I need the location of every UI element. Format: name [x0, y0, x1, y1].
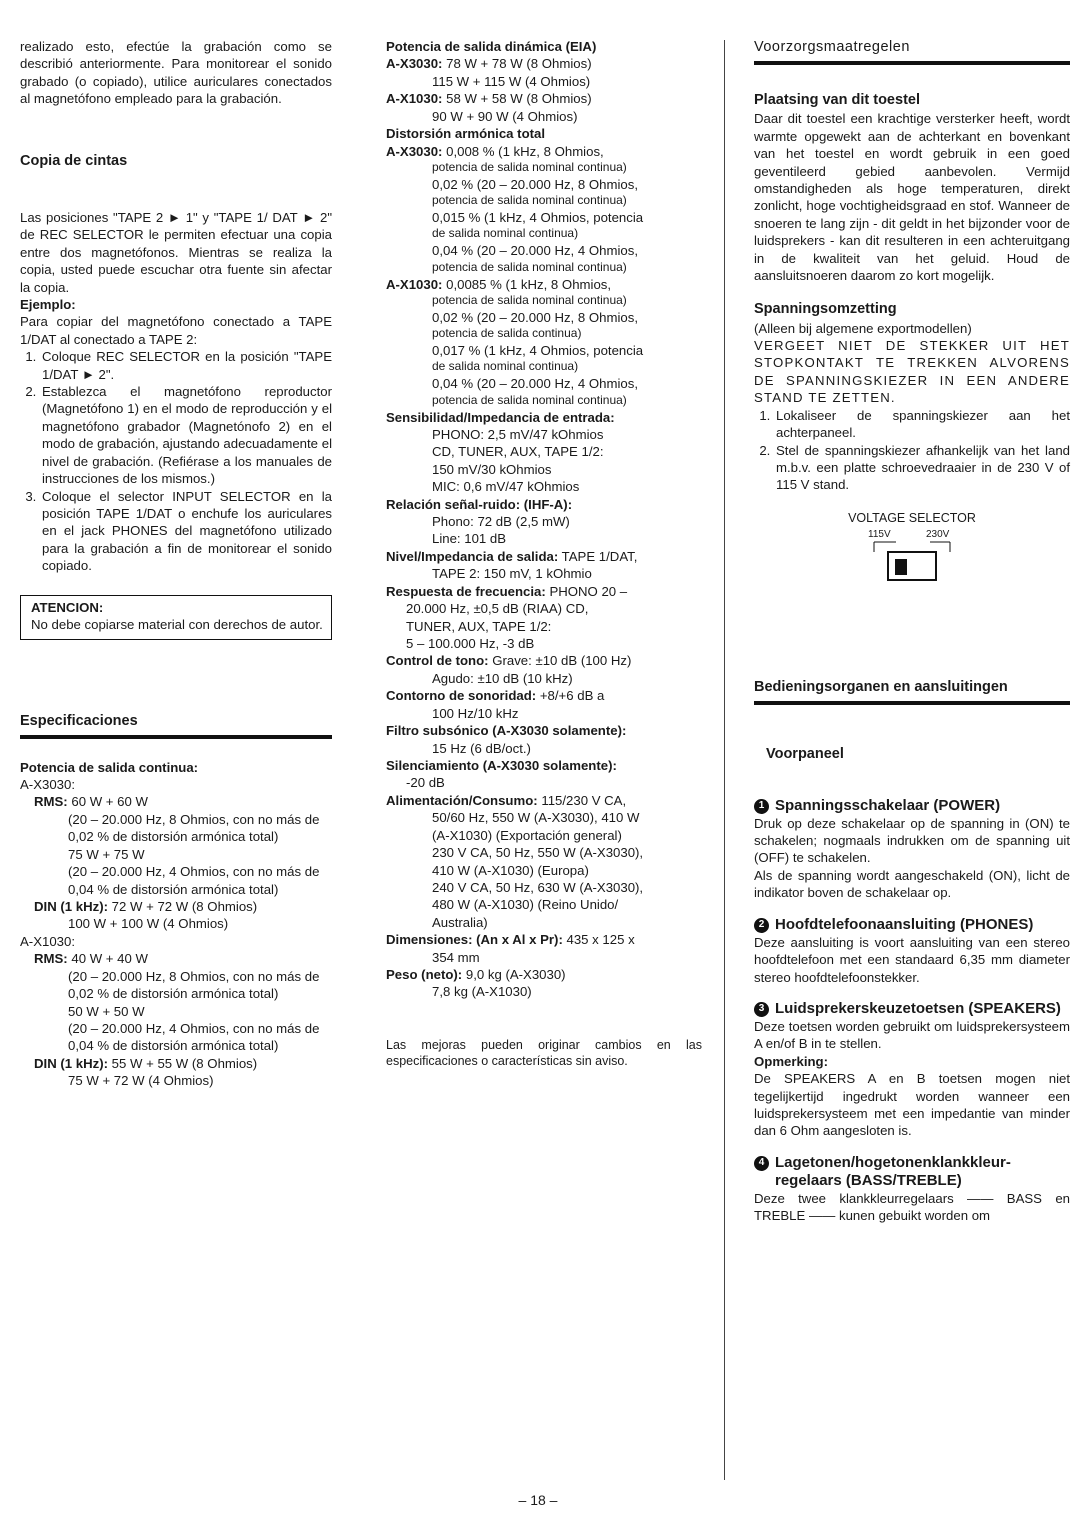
spec-line	[386, 478, 702, 495]
spec-line-text: Line: 101 dB	[432, 531, 507, 547]
spec-line	[20, 811, 332, 846]
column-right	[754, 38, 1070, 1225]
voorzorg-title: Voorzorgsmaatregelen	[754, 39, 910, 55]
spec-line-label: Contorno de sonoridad:	[386, 688, 537, 704]
spec-line	[386, 722, 702, 739]
spec-line-text: 0,02 % (20 – 20.000 Hz, 8 Ohmios,	[432, 309, 638, 325]
spec-line-label: A-X3030:	[386, 143, 443, 159]
spec-header	[20, 712, 332, 739]
spec-list-left	[20, 759, 332, 1090]
spec-line	[386, 792, 702, 809]
spec-line	[386, 309, 702, 326]
spec-line-text: Grave: ±10 dB (100 Hz)	[488, 653, 632, 669]
item-text-2: De SPEAKERS A en B toetsen mogen niet tegelijkertijd ingedrukt worden wanneer een luidsprekersysteem met een impedantie van minder dan 6 Ohm aangesloten is.	[754, 1071, 1070, 1139]
item-heading	[754, 797, 1070, 815]
spec-line	[386, 496, 702, 513]
spec-line-text: 435 x 125 x	[562, 932, 635, 948]
spec-line-text: Agudo: ±10 dB (10 kHz)	[432, 670, 573, 686]
mejoras-note: Las mejoras pueden originar cambios en las especificaciones o características sin aviso.	[386, 1037, 702, 1069]
spec-line-text: 50 W + 50 W	[68, 1003, 145, 1019]
spec-line-text: 115 W + 115 W (4 Ohmios)	[432, 73, 591, 89]
spec-line	[386, 914, 702, 931]
spec-line-text: Distorsión armónica total	[386, 126, 546, 142]
spanning-warning: VERGEET NIET DE STEKKER UIT HET STOPKONTAKT TE TREKKEN ALVORENS DE SPANNINGSKIEZER IN EEN ANDERE STAND TE ZETTEN.	[754, 338, 1070, 406]
spec-line	[386, 38, 702, 55]
spec-line-text: de salida nominal continua)	[432, 226, 579, 241]
spec-line-text: potencia de salida nominal continua)	[432, 259, 627, 274]
bedien-rule	[754, 701, 1070, 705]
spec-line	[20, 1020, 332, 1055]
spec-line-label: RMS:	[34, 951, 68, 967]
spec-line-text: A-X3030:	[20, 777, 75, 793]
page-number: – 18 –	[518, 1492, 558, 1508]
spec-line-label: Control de tono:	[386, 653, 489, 669]
spec-list-middle	[386, 38, 702, 1001]
spec-line	[386, 226, 702, 242]
spec-line	[20, 1072, 332, 1089]
spec-line	[386, 966, 702, 983]
list-item: 3. Coloque el selector INPUT SELECTOR en la posición TAPE 1/DAT o enchufe los auriculares en el jack PHONES del magnetófono utilizado para la grabación a fin de monitorear el sonido copiado.	[40, 488, 332, 575]
voorzorg-rule	[754, 61, 1070, 65]
spec-line	[386, 409, 702, 426]
atencion-title: ATENCION:	[31, 599, 104, 615]
spec-line	[386, 359, 702, 375]
spec-line	[386, 565, 702, 582]
spec-line-text: Relación señal-ruido: (IHF-A):	[386, 496, 573, 512]
spec-line-label: Peso (neto):	[386, 967, 463, 983]
spec-line-text: 0,008 % (1 kHz, 8 Ohmios,	[442, 143, 604, 159]
spec-line-text: Australia)	[432, 914, 488, 930]
spec-line-text: PHONO 20 –	[545, 583, 628, 599]
atencion-box	[20, 595, 332, 640]
spec-line-label: Alimentación/Consumo:	[386, 792, 538, 808]
item-title: Luidsprekerskeuzetoetsen (SPEAKERS)	[775, 999, 1061, 1017]
spec-line	[20, 898, 332, 915]
spec-line-text: Sensibilidad/Impedancia de entrada:	[386, 409, 615, 425]
item-text: Deze aansluiting is voort aansluiting van een stereo hoofdtelefoon met een standaard 6,35 mm diameter stereo hoofdtelefoonstekker.	[754, 934, 1070, 985]
spec-line-text: 15 Hz (6 dB/oct.)	[432, 740, 531, 756]
spec-line-text: 115/230 V CA,	[537, 792, 627, 808]
ejemplo-label: Ejemplo:	[20, 296, 76, 312]
item-title: Lagetonen/hogetonenklankkleur-regelaars (BASS/TREBLE)	[775, 1153, 1011, 1189]
spec-line	[386, 513, 702, 530]
number-badge-icon: 1	[754, 799, 769, 814]
number-badge-icon: 2	[754, 918, 769, 933]
spec-line-label: Filtro subsónico (A-X3030 solamente):	[386, 723, 627, 739]
spec-line	[20, 915, 332, 932]
spec-line	[386, 618, 702, 635]
column-divider	[724, 40, 725, 1480]
spec-line	[20, 863, 332, 898]
spec-line	[386, 705, 702, 722]
spec-line-text: 0,0085 % (1 kHz, 8 Ohmios,	[442, 276, 612, 292]
plaatsing-title: Plaatsing van dit toestel	[754, 92, 920, 109]
spec-rule	[20, 735, 332, 739]
item-heading	[754, 916, 1070, 934]
spec-line-text: Phono: 72 dB (2,5 mW)	[432, 514, 570, 530]
spec-line-text: 0,04 % (20 – 20.000 Hz, 4 Ohmios,	[432, 243, 638, 259]
spec-line	[386, 375, 702, 392]
spec-line-text: 354 mm	[432, 949, 480, 965]
item-text: Druk op deze schakelaar op de spanning in (ON) te schakelen; nogmaals indrukken om de spanning uit (OFF) te schakelen.	[754, 815, 1070, 866]
spec-line-text: 410 W (A-X1030) (Europa)	[432, 862, 589, 878]
spec-line-text: 5 – 100.000 Hz, -3 dB	[406, 636, 535, 652]
spec-line	[20, 1003, 332, 1020]
spec-line-text: 75 W + 72 W (4 Ohmios)	[68, 1073, 214, 1089]
spec-line	[386, 276, 702, 293]
spec-line	[386, 548, 702, 565]
spec-line	[386, 393, 702, 409]
item-heading	[754, 1154, 1070, 1190]
spec-line-label: Nivel/Impedancia de salida:	[386, 548, 559, 564]
item-phones	[754, 916, 1070, 986]
spec-line	[386, 125, 702, 142]
atencion-text: No debe copiarse material con derechos de autor.	[31, 617, 323, 633]
spec-line-text: 100 Hz/10 kHz	[432, 705, 519, 721]
spec-line	[20, 793, 332, 810]
spec-line-text: MIC: 0,6 mV/47 kOhmios	[432, 479, 580, 495]
spec-line-text: 72 W + 72 W (8 Ohmios)	[108, 899, 258, 915]
spec-line-label: Respuesta de frecuencia:	[386, 583, 546, 599]
spec-line	[386, 809, 702, 826]
spec-line	[386, 443, 702, 460]
column-middle	[386, 38, 702, 1070]
spec-line-label: A-X3030:	[386, 56, 443, 72]
spec-line-text: potencia de salida nominal continua)	[432, 392, 627, 407]
spec-line-text: de salida nominal continua)	[432, 359, 579, 374]
voorpaneel-title: Voorpaneel	[766, 746, 844, 763]
spec-line	[386, 461, 702, 478]
voltage-selector-figure	[858, 526, 966, 586]
voltage-selector-label: VOLTAGE SELECTOR	[848, 510, 976, 525]
spec-line	[386, 176, 702, 193]
spec-line-text: A-X1030:	[20, 933, 75, 949]
spec-line	[386, 687, 702, 704]
bedien-header	[754, 678, 1070, 705]
column-left	[20, 38, 332, 1090]
spec-line	[386, 108, 702, 125]
spec-line-text: +8/+6 dB a	[536, 688, 605, 704]
spec-line-text: CD, TUNER, AUX, TAPE 1/2:	[432, 444, 604, 460]
spec-line	[20, 933, 332, 950]
item-speakers	[754, 1000, 1070, 1140]
spec-line	[20, 968, 332, 1003]
spec-line-text: TUNER, AUX, TAPE 1/2:	[406, 618, 552, 634]
spec-line-text: TAPE 1/DAT,	[558, 548, 638, 564]
spec-line-text: 480 W (A-X1030) (Reino Unido/	[432, 897, 619, 913]
item-heading	[754, 1000, 1070, 1018]
opmerking-label: Opmerking:	[754, 1053, 829, 1069]
spec-line-text: 0,015 % (1 kHz, 4 Ohmios, potencia	[432, 210, 644, 226]
spec-line	[386, 242, 702, 259]
spanning-steps	[754, 407, 1070, 494]
spec-line-text: 240 V CA, 50 Hz, 630 W (A-X3030),	[432, 879, 644, 895]
spec-line-text: potencia de salida nominal continua)	[432, 292, 627, 307]
spec-line	[20, 1055, 332, 1072]
number-badge-icon: 4	[754, 1156, 769, 1171]
spec-line	[386, 652, 702, 669]
spec-line	[386, 160, 702, 176]
spec-line	[386, 530, 702, 547]
vs-115-label: 115V	[868, 529, 891, 541]
spec-line-text: 75 W + 75 W	[68, 846, 145, 862]
spec-line	[386, 73, 702, 90]
spec-line-text: potencia de salida continua)	[432, 326, 582, 341]
spec-line	[20, 776, 332, 793]
spec-line	[386, 209, 702, 226]
spec-line	[386, 983, 702, 1000]
spec-line	[386, 827, 702, 844]
spec-line-text: 60 W + 60 W	[67, 794, 148, 810]
item-power	[754, 797, 1070, 902]
spec-line	[386, 55, 702, 72]
intro-paragraph: realizado esto, efectúe la grabación como se describió anteriormente. Para monitorear el sonido grabado (o copiado), utilice auriculares conectados al magnetófono empleado para la grabación.	[20, 39, 332, 107]
item-title: Hoofdtelefoonaansluiting (PHONES)	[775, 915, 1034, 933]
plaatsing-paragraph: Daar dit toestel een krachtige versterker heeft, wordt warmte opgewekt aan de achterkant en bovenkant van het toestel en wordt gebruik in een goed geventileerd gebied aanbevolen. Vermijd omstandigheden als hoge temperaturen, direkt zonlicht, hoge vochtigheidsgraad en stof. Wanneer de snoeren te lang zijn - dit geldt in het bijzonder voor de luidsprekers - kan dit resulteren in een achteruitgang in de kwaliteit van het geluid. Houd de aansluitsnoeren daarom zo kort mogelijk.	[754, 111, 1070, 284]
spec-line-text: 0,04 % (20 – 20.000 Hz, 4 Ohmios,	[432, 376, 638, 392]
spec-line	[386, 326, 702, 342]
spec-line-text: 9,0 kg (A-X3030)	[462, 967, 566, 983]
spec-line-text: 150 mV/30 kOhmios	[432, 461, 552, 477]
number-badge-icon: 3	[754, 1002, 769, 1017]
spec-line	[386, 193, 702, 209]
spec-line-label: DIN (1 kHz):	[34, 1055, 108, 1071]
ejemplo-paragraph: Para copiar del magnetófono conectado a TAPE 1/DAT al conectado a TAPE 2:	[20, 314, 332, 347]
spec-line	[20, 950, 332, 967]
list-item: 1. Lokaliseer de spanningskiezer aan het achterpaneel.	[774, 407, 1070, 442]
spec-line-text: 20.000 Hz, ±0,5 dB (RIAA) CD,	[406, 601, 589, 617]
spec-line-label: A-X1030:	[386, 91, 443, 107]
copia-steps	[20, 348, 332, 574]
list-item: 2. Establezca el magnetófono reproductor (Magnetófono 1) en el modo de reproducción y el magnetófono grabador (Magnetónofo 2) en el modo de grabación, ajustando adecuadamente el nivel de grabación. (Refiérase a los manuales de instrucciones de los mismos.)	[40, 383, 332, 488]
spec-line-text: (A-X1030) (Exportación general)	[432, 827, 622, 843]
spec-line-text: (20 – 20.000 Hz, 4 Ohmios, con no más de 0,04 % de distorsión armónica total)	[68, 864, 320, 897]
spec-line-text: (20 – 20.000 Hz, 8 Ohmios, con no más de 0,02 % de distorsión armónica total)	[68, 811, 320, 845]
item-text-2: Als de spanning wordt aangeschakeld (ON), licht de indikator boven de schakelaar op.	[754, 867, 1070, 901]
item-text: Deze twee klankkleurregelaars —— BASS en TREBLE —— kunen gebuikt worden om	[754, 1190, 1070, 1224]
spec-line	[386, 635, 702, 652]
spec-line	[386, 670, 702, 687]
voorzorg-header	[754, 38, 1070, 65]
item-bass-treble	[754, 1154, 1070, 1225]
spec-line-text: 100 W + 100 W (4 Ohmios)	[68, 916, 229, 932]
spec-line	[386, 949, 702, 966]
spec-line-text: 0,02 % (20 – 20.000 Hz, 8 Ohmios,	[432, 176, 638, 192]
spec-line	[386, 583, 702, 600]
spec-line	[386, 143, 702, 160]
spanning-subtitle: (Alleen bij algemene exportmodellen)	[754, 320, 972, 336]
spec-line	[20, 846, 332, 863]
spec-line	[386, 740, 702, 757]
spec-line-text: (20 – 20.000 Hz, 4 Ohmios, con no más de 0,04 % de distorsión armónica total)	[68, 1020, 320, 1054]
spec-line-text: 230 V CA, 50 Hz, 550 W (A-X3030),	[432, 845, 644, 861]
spec-line	[386, 931, 702, 948]
spec-line-text: 90 W + 90 W (4 Ohmios)	[432, 108, 578, 124]
spec-title: Especificaciones	[20, 712, 138, 729]
voltage-selector-diagram	[754, 510, 1070, 587]
spec-line-text: 55 W + 55 W (8 Ohmios)	[108, 1055, 258, 1071]
vs-230-label: 230V	[926, 529, 950, 541]
spanning-title: Spanningsomzetting	[754, 301, 897, 318]
spec-line	[386, 90, 702, 107]
spec-line-text: 58 W + 58 W (8 Ohmios)	[442, 91, 592, 107]
spec-line	[386, 896, 702, 913]
spec-line-text: 0,017 % (1 kHz, 4 Ohmios, potencia	[432, 343, 644, 359]
spec-line	[386, 774, 702, 791]
spec-line-text: PHONO: 2,5 mV/47 kOhmios	[432, 426, 604, 442]
spec-line	[386, 862, 702, 879]
spec-line-label: DIN (1 kHz):	[34, 899, 108, 915]
spec-line-label: RMS:	[34, 794, 68, 810]
spec-line	[386, 879, 702, 896]
spec-line	[386, 293, 702, 309]
bedien-title: Bedieningsorganen en aansluitingen	[754, 679, 1008, 696]
copia-paragraph: Las posiciones "TAPE 2 ► 1" y "TAPE 1/ DAT ► 2" de REC SELECTOR le permiten efectuar una copia entre dos magnetófonos. Mientras se realiza la copia, usted puede escuchar otra fuente sin afectar la copia.	[20, 209, 332, 295]
spec-line	[386, 426, 702, 443]
spec-line-text: Potencia de salida continua:	[20, 759, 199, 775]
spec-line	[20, 759, 332, 776]
spec-line-text: TAPE 2: 150 mV, 1 kOhmio	[432, 566, 592, 582]
spec-line	[386, 342, 702, 359]
spec-line-text: Potencia de salida dinámica (EIA)	[386, 39, 597, 54]
copia-title: Copia de cintas	[20, 152, 128, 169]
list-item: 2. Stel de spanningskiezer afhankelijk van het land m.b.v. een platte schroevedraaier in de 230 V of 115 V stand.	[774, 442, 1070, 494]
spec-line-text: potencia de salida nominal continua)	[432, 193, 627, 208]
spec-line-text: 50/60 Hz, 550 W (A-X3030), 410 W	[432, 810, 640, 826]
spec-line-label: A-X1030:	[386, 276, 443, 292]
spec-line	[386, 260, 702, 276]
spec-line-label: Silenciamiento (A-X3030 solamente):	[386, 757, 617, 773]
spec-line-text: (20 – 20.000 Hz, 8 Ohmios, con no más de 0,02 % de distorsión armónica total)	[68, 968, 320, 1002]
copia-section	[20, 152, 332, 171]
spec-line	[386, 600, 702, 617]
spec-line-text: 7,8 kg (A-X1030)	[432, 984, 532, 1000]
spec-line-text: 40 W + 40 W	[67, 951, 148, 967]
spec-line-text: 78 W + 78 W (8 Ohmios)	[442, 56, 592, 72]
spec-line-label: Dimensiones: (An x Al x Pr):	[386, 932, 563, 948]
voltage-switch-icon	[858, 526, 966, 586]
item-title: Spanningsschakelaar (POWER)	[775, 796, 1001, 814]
item-text: Deze toetsen worden gebruikt om luidsprekersysteem A en/of B in te stellen.	[754, 1018, 1070, 1052]
spec-line-text: -20 dB	[406, 775, 445, 791]
list-item: 1. Coloque REC SELECTOR en la posición "TAPE 1/DAT ► 2".	[40, 348, 332, 383]
spec-line	[386, 844, 702, 861]
spec-line	[386, 757, 702, 774]
spec-line-text: potencia de salida nominal continua)	[432, 159, 627, 174]
